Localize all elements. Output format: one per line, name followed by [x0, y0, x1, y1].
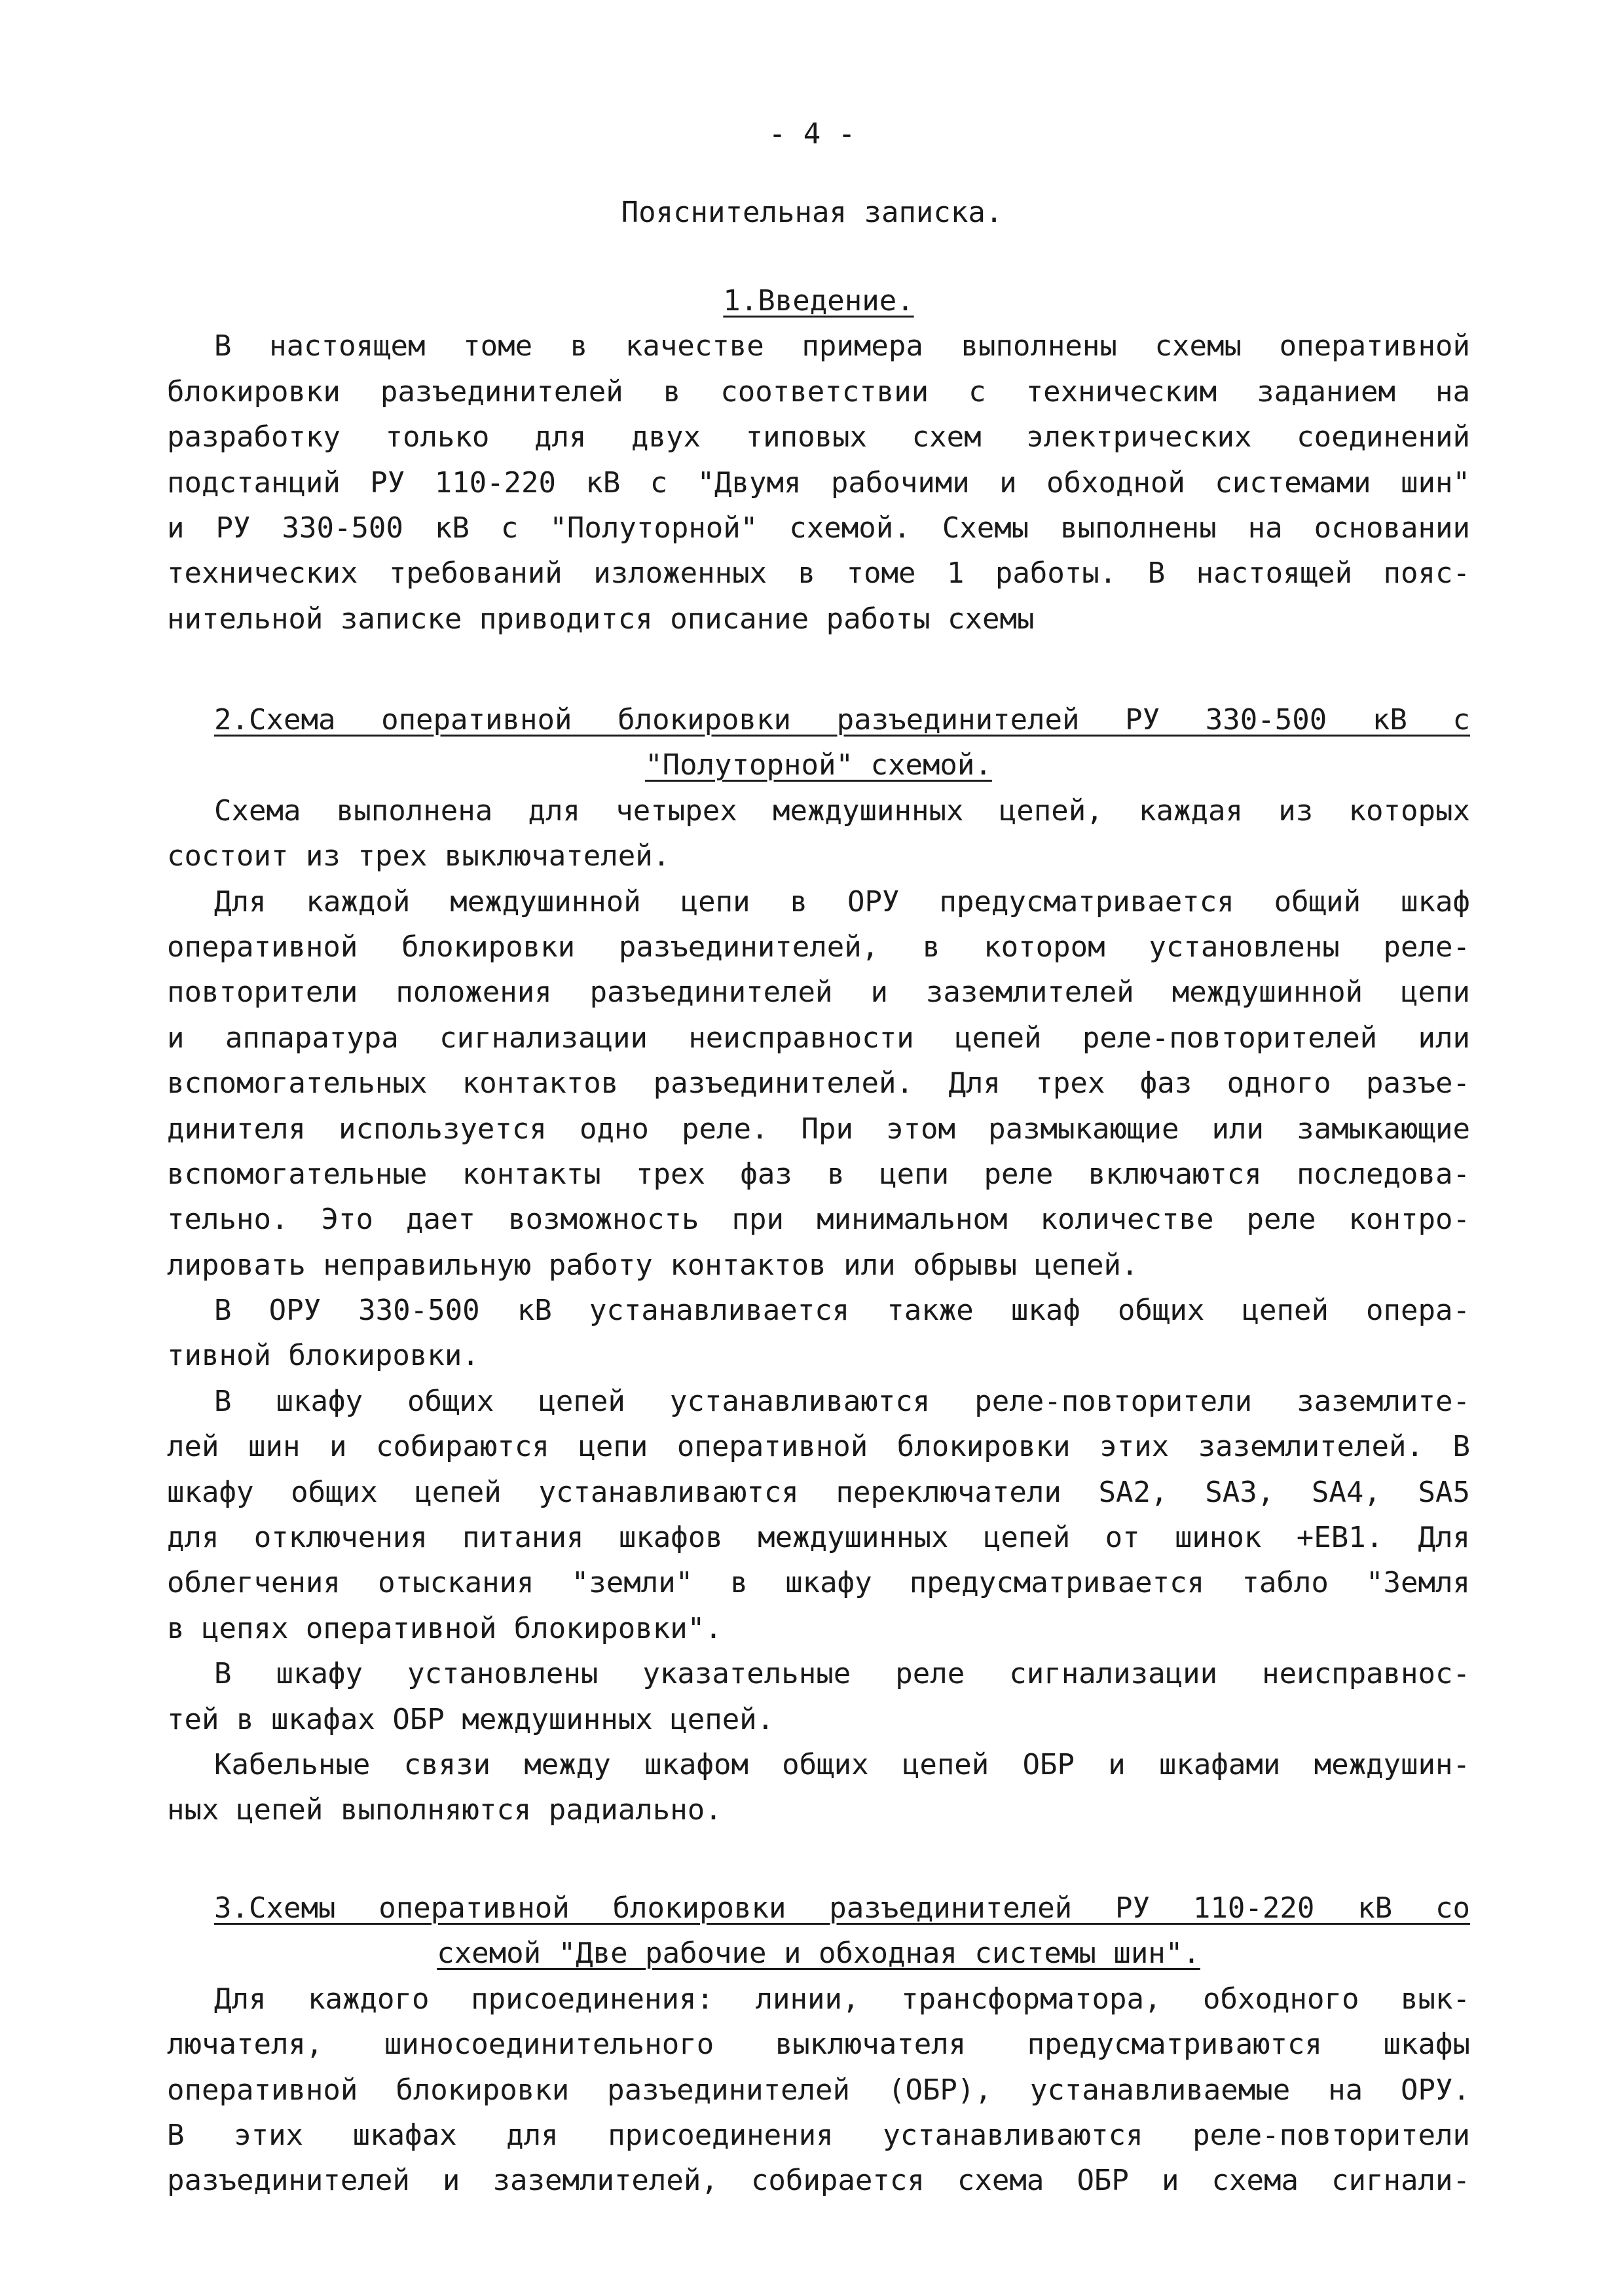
text-line: В ОРУ 330-500 кВ устанавливается также шкаф общих цепей опера- — [214, 1294, 1470, 1328]
text-line: и аппаратура сигнализации неисправности цепей реле-повторителей или — [167, 1021, 1470, 1055]
text-line: блокировки разъединителей в соответствии с техническим заданием на — [167, 374, 1470, 409]
text-line: Для каждого присоединения: линии, трансформатора, обходного вык- — [214, 1982, 1470, 2016]
text-line: оперативной блокировки разъединителей, в котором установлены реле- — [167, 930, 1470, 964]
text-line: ных цепей выполняются радиально. — [167, 1793, 722, 1827]
text-line: для отключения питания шкафов междушинных цепей от шинок +ЕВ1. Для — [167, 1521, 1470, 1555]
text-line: в цепях оперативной блокировки". — [167, 1611, 722, 1645]
text-line: и РУ 330-500 кВ с "Полуторной" схемой. Схемы выполнены на основании — [167, 511, 1470, 545]
document-title: Пояснительная записка. — [621, 196, 1003, 229]
text-line: шкафу общих цепей устанавливаются переключатели SA2, SA3, SA4, SA5 — [167, 1475, 1470, 1509]
section-110-220 — [167, 1886, 1470, 2204]
page-number: - 4 - — [768, 117, 856, 151]
text-line: В шкафу общих цепей устанавливаются реле-повторители заземлите- — [214, 1384, 1470, 1418]
text-line: динителя используется одно реле. При этом размыкающие или замыкающие — [167, 1112, 1470, 1146]
section-330-500 — [167, 697, 1470, 1833]
text-line: лировать неправильную работу контактов или обрывы цепей. — [167, 1248, 1139, 1282]
text-line: В этих шкафах для присоединения устанавливаются реле-повторители — [167, 2118, 1470, 2152]
text-line: подстанций РУ 110-220 кВ с "Двумя рабочими и обходной системами шин" — [167, 465, 1470, 500]
text-line: вспомогательные контакты трех фаз в цепи реле включаются последова- — [167, 1157, 1470, 1191]
text-line: состоит из трех выключателей. — [167, 839, 671, 873]
section-heading: схемой "Две рабочие и обходная системы шин". — [437, 1937, 1200, 1971]
section-heading: "Полуторной" схемой. — [645, 748, 992, 782]
text-line: вспомогательных контактов разъединителей. Для трех фаз одного разъе- — [167, 1066, 1470, 1101]
text-line: тивной блокировки. — [167, 1339, 479, 1373]
section-heading: 3.Схемы оперативной блокировки разъединителей РУ 110-220 кВ со — [214, 1891, 1470, 1925]
section-heading: 1.Введение. — [723, 284, 914, 318]
text-line: Для каждой междушинной цепи в ОРУ предусматривается общий шкаф — [214, 884, 1470, 919]
text-line: разработку только для двух типовых схем электрических соединений — [167, 420, 1470, 454]
text-line: В шкафу установлены указательные реле сигнализации неисправнос- — [214, 1657, 1470, 1691]
text-line: разъединителей и заземлителей, собирается схема ОБР и схема сигнали- — [167, 2164, 1470, 2198]
text-line: облегчения отыскания "земли" в шкафу предусматривается табло "Земля — [167, 1566, 1470, 1600]
text-line: повторители положения разъединителей и заземлителей междушинной цепи — [167, 975, 1470, 1010]
text-line: лей шин и собираются цепи оперативной блокировки этих заземлителей. В — [167, 1430, 1470, 1464]
text-line: В настоящем томе в качестве примера выполнены схемы оперативной — [214, 329, 1470, 363]
text-line: тей в шкафах ОБР междушинных цепей. — [167, 1702, 775, 1736]
text-line: оперативной блокировки разъединителей (ОБР), устанавливаемые на ОРУ. — [167, 2073, 1470, 2107]
text-line: Кабельные связи между шкафом общих цепей ОБР и шкафами междушин- — [214, 1748, 1470, 1781]
text-line: лючателя, шиносоединительного выключателя предусматриваются шкафы — [167, 2028, 1470, 2062]
text-line: тельно. Это дает возможность при минимальном количестве реле контро- — [167, 1203, 1470, 1237]
text-line: Схема выполнена для четырех междушинных цепей, каждая из которых — [214, 793, 1470, 828]
section-heading: 2.Схема оперативной блокировки разъединителей РУ 330-500 кВ с — [214, 703, 1470, 737]
text-line: технических требований изложенных в томе 1 работы. В настоящей пояс- — [167, 556, 1470, 591]
text-line: нительной записке приводится описание работы схемы — [167, 602, 1035, 636]
section-introduction — [167, 278, 1470, 642]
